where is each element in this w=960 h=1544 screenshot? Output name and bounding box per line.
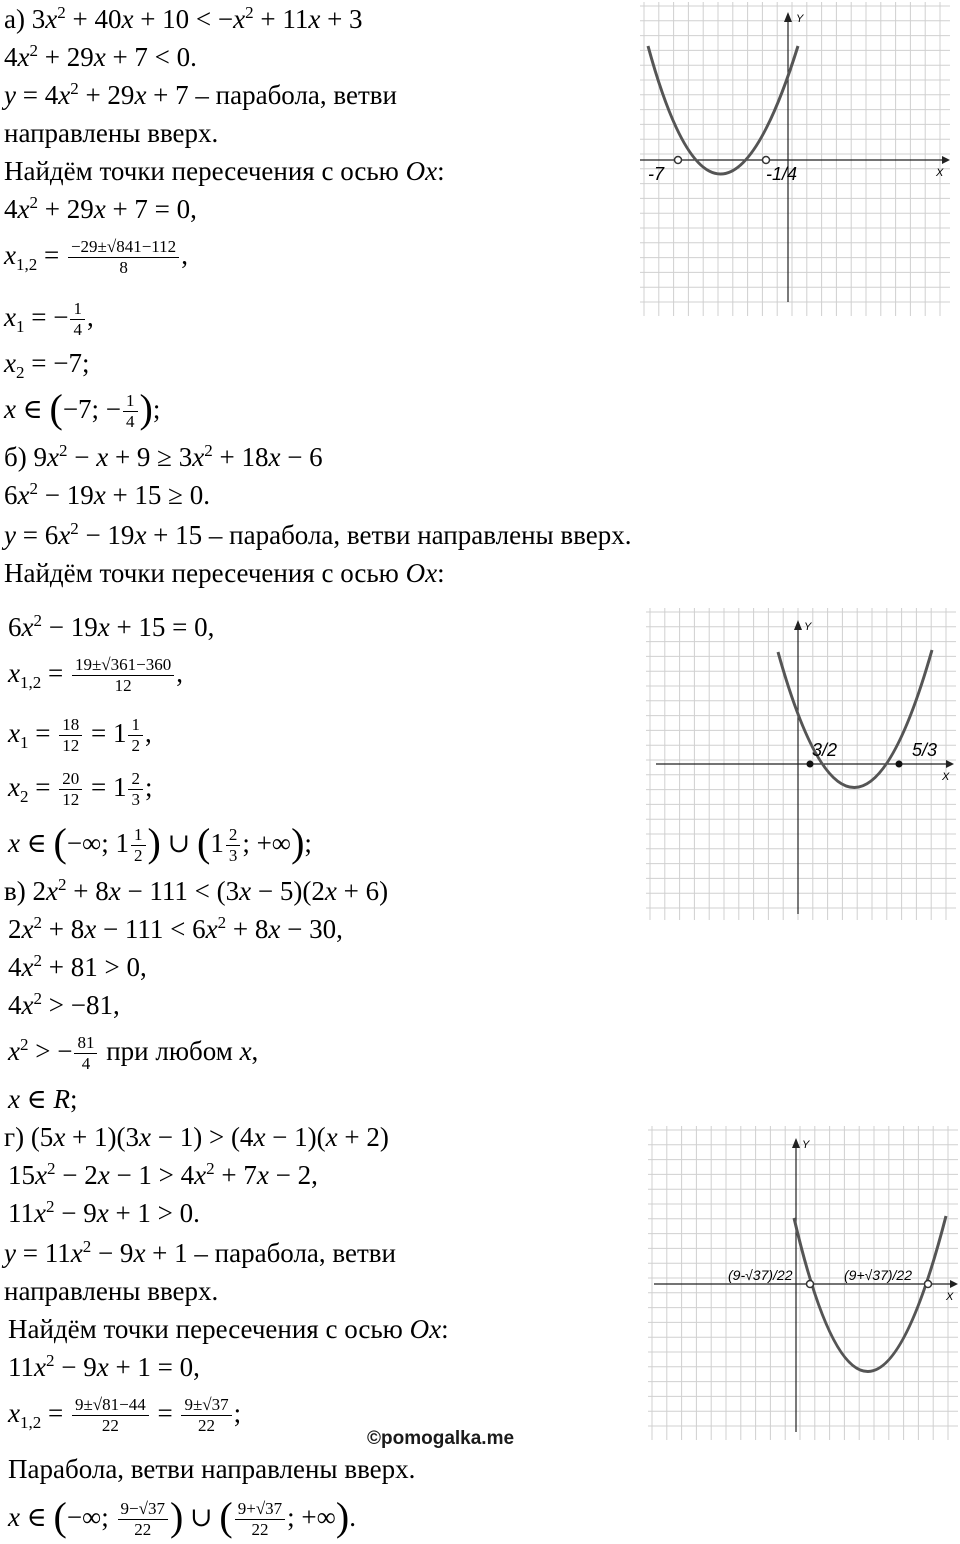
root-point-right <box>925 1281 932 1288</box>
part-v-line-2: $2x^2 + 8x - 111 < 6x^2 + 8x - 30$, <box>8 913 343 944</box>
root-label-left: (9-√37)/22 <box>728 1267 793 1283</box>
part-a-line-6: $4x^2 + 29x + 7 = 0$, <box>4 193 197 224</box>
part-v-line-3: $4x^2 + 81 > 0$, <box>8 951 147 982</box>
y-axis-arrow <box>792 1138 800 1148</box>
y-axis-arrow <box>794 620 802 630</box>
part-g-line-2: $15x^2 - 2x - 1 > 4x^2 + 7x - 2$, <box>8 1159 318 1190</box>
part-a-line-1: а) $3x^2 + 40x + 10 < -x^2 + 11x + 3$ <box>4 3 363 34</box>
part-v-line-6: x ∈ R; <box>8 1084 78 1114</box>
root-label-right: 5/3 <box>912 740 938 760</box>
root-point-right <box>763 157 770 164</box>
part-b-line-8: $x_2$ = $\frac{20}{12}$ = 1 $\frac{2}{3}$ ; <box>8 769 153 810</box>
graph-b <box>646 608 956 920</box>
part-b-line-3: $y = 6x^2 - 19x + 15$ – парабола, ветви направлены вверх. <box>4 519 632 550</box>
part-a-line-7: $x_{1,2}$ = $\frac{-29\pm√841-112}{8}$ , <box>4 237 188 278</box>
part-g-line-6: Найдём точки пересечения с осью Ox: <box>8 1314 449 1344</box>
part-a-line-10: x ∈ (−7; − $\frac{1}{4}$ ); <box>4 386 161 432</box>
y-axis-label: Y <box>802 1139 810 1151</box>
part-a-line-8: $x_1$ = − $\frac{1}{4}$ , <box>4 299 94 340</box>
x-axis-arrow <box>946 760 954 768</box>
part-g-line-3: $11x^2 - 9x + 1 > 0$. <box>8 1197 200 1228</box>
part-b-line-6: $x_{1,2}$ = $\frac{19\pm√361-360}{12}$ , <box>8 655 183 696</box>
part-a-line-5: Найдём точки пересечения с осью Ox: <box>4 156 445 186</box>
part-b-line-7: $x_1$ = $\frac{18}{12}$ = 1 $\frac{1}{2}$ , <box>8 715 152 756</box>
root-label-left: -7 <box>648 164 665 184</box>
part-g-line-5: направлены вверх. <box>4 1276 219 1306</box>
part-a-line-9: $x_2 = -7$; <box>4 348 90 382</box>
part-v-line-4: $4x^2 > -81$, <box>8 989 120 1020</box>
parabola-curve <box>794 1216 946 1372</box>
x-axis-arrow <box>942 156 950 164</box>
part-a-line-2: $4x^2 + 29x + 7 < 0$. <box>4 41 197 72</box>
root-point-left <box>807 1281 814 1288</box>
root-label-right: (9+√37)/22 <box>844 1267 913 1283</box>
part-b-line-5: $6x^2 - 19x + 15 = 0$, <box>8 611 215 642</box>
grid <box>640 2 950 316</box>
root-point-left <box>807 761 814 768</box>
part-g-line-9: Парабола, ветви направлены вверх. <box>8 1454 416 1484</box>
root-point-left <box>675 157 682 164</box>
root-label-left: 3/2 <box>812 740 838 760</box>
part-b-line-1: б) $9x^2 - x + 9 \ge 3x^2 + 18x - 6$ <box>4 441 323 472</box>
part-g-line-7: $11x^2 - 9x + 1 = 0$, <box>8 1351 200 1382</box>
part-v-line-1: в) $2x^2 + 8x - 111 < (3x - 5)(2x + 6)$ <box>4 875 389 906</box>
part-b-line-4: Найдём точки пересечения с осью Ox: <box>4 558 445 588</box>
part-g-line-8: $x_{1,2}$ = $\frac{9\pm√81-44}{22}$ = $\frac{9\pm√37}{22}$ ; <box>8 1395 242 1436</box>
part-v-line-5: $x^2$ > − $\frac{81}{4}$ при любом x, <box>8 1033 259 1074</box>
x-axis-arrow <box>950 1280 958 1288</box>
part-g-line-4: $y = 11x^2 - 9x + 1$ – парабола, ветви <box>4 1237 396 1268</box>
root-label-right: -1/4 <box>766 164 798 184</box>
y-axis-label: Y <box>804 621 812 633</box>
root-point-right <box>896 761 903 768</box>
part-g-line-1: г) (5x + 1)(3x − 1) > (4x − 1)(x + 2) <box>4 1122 389 1152</box>
part-g-line-10: x ∈ (−∞; $\frac{9-√37}{22}$ ) ∪ ( $\frac{9+√37}{22}$ ; +∞). <box>8 1494 356 1540</box>
x-axis-label: X <box>942 771 950 783</box>
x-axis-label: X <box>936 167 944 179</box>
x-axis-label: X <box>946 1291 954 1303</box>
y-axis-arrow <box>784 12 792 22</box>
graph-g <box>648 1126 958 1440</box>
part-a-line-4: направлены вверх. <box>4 118 219 148</box>
grid <box>648 1126 958 1440</box>
watermark: ©pomogalka.me <box>367 1428 515 1449</box>
y-axis-label: Y <box>796 13 804 25</box>
part-b-line-2: $6x^2 - 19x + 15 \ge 0$. <box>4 479 210 510</box>
part-a-line-3: $y = 4x^2 + 29x + 7$ – парабола, ветви <box>4 79 397 110</box>
parabola-curve <box>778 650 932 788</box>
graph-a <box>640 2 950 316</box>
part-b-line-9: x ∈ (−∞; 1 $\frac{1}{2}$ ) ∪ (1 $\frac{2}{3}$ ; +∞); <box>8 820 312 866</box>
